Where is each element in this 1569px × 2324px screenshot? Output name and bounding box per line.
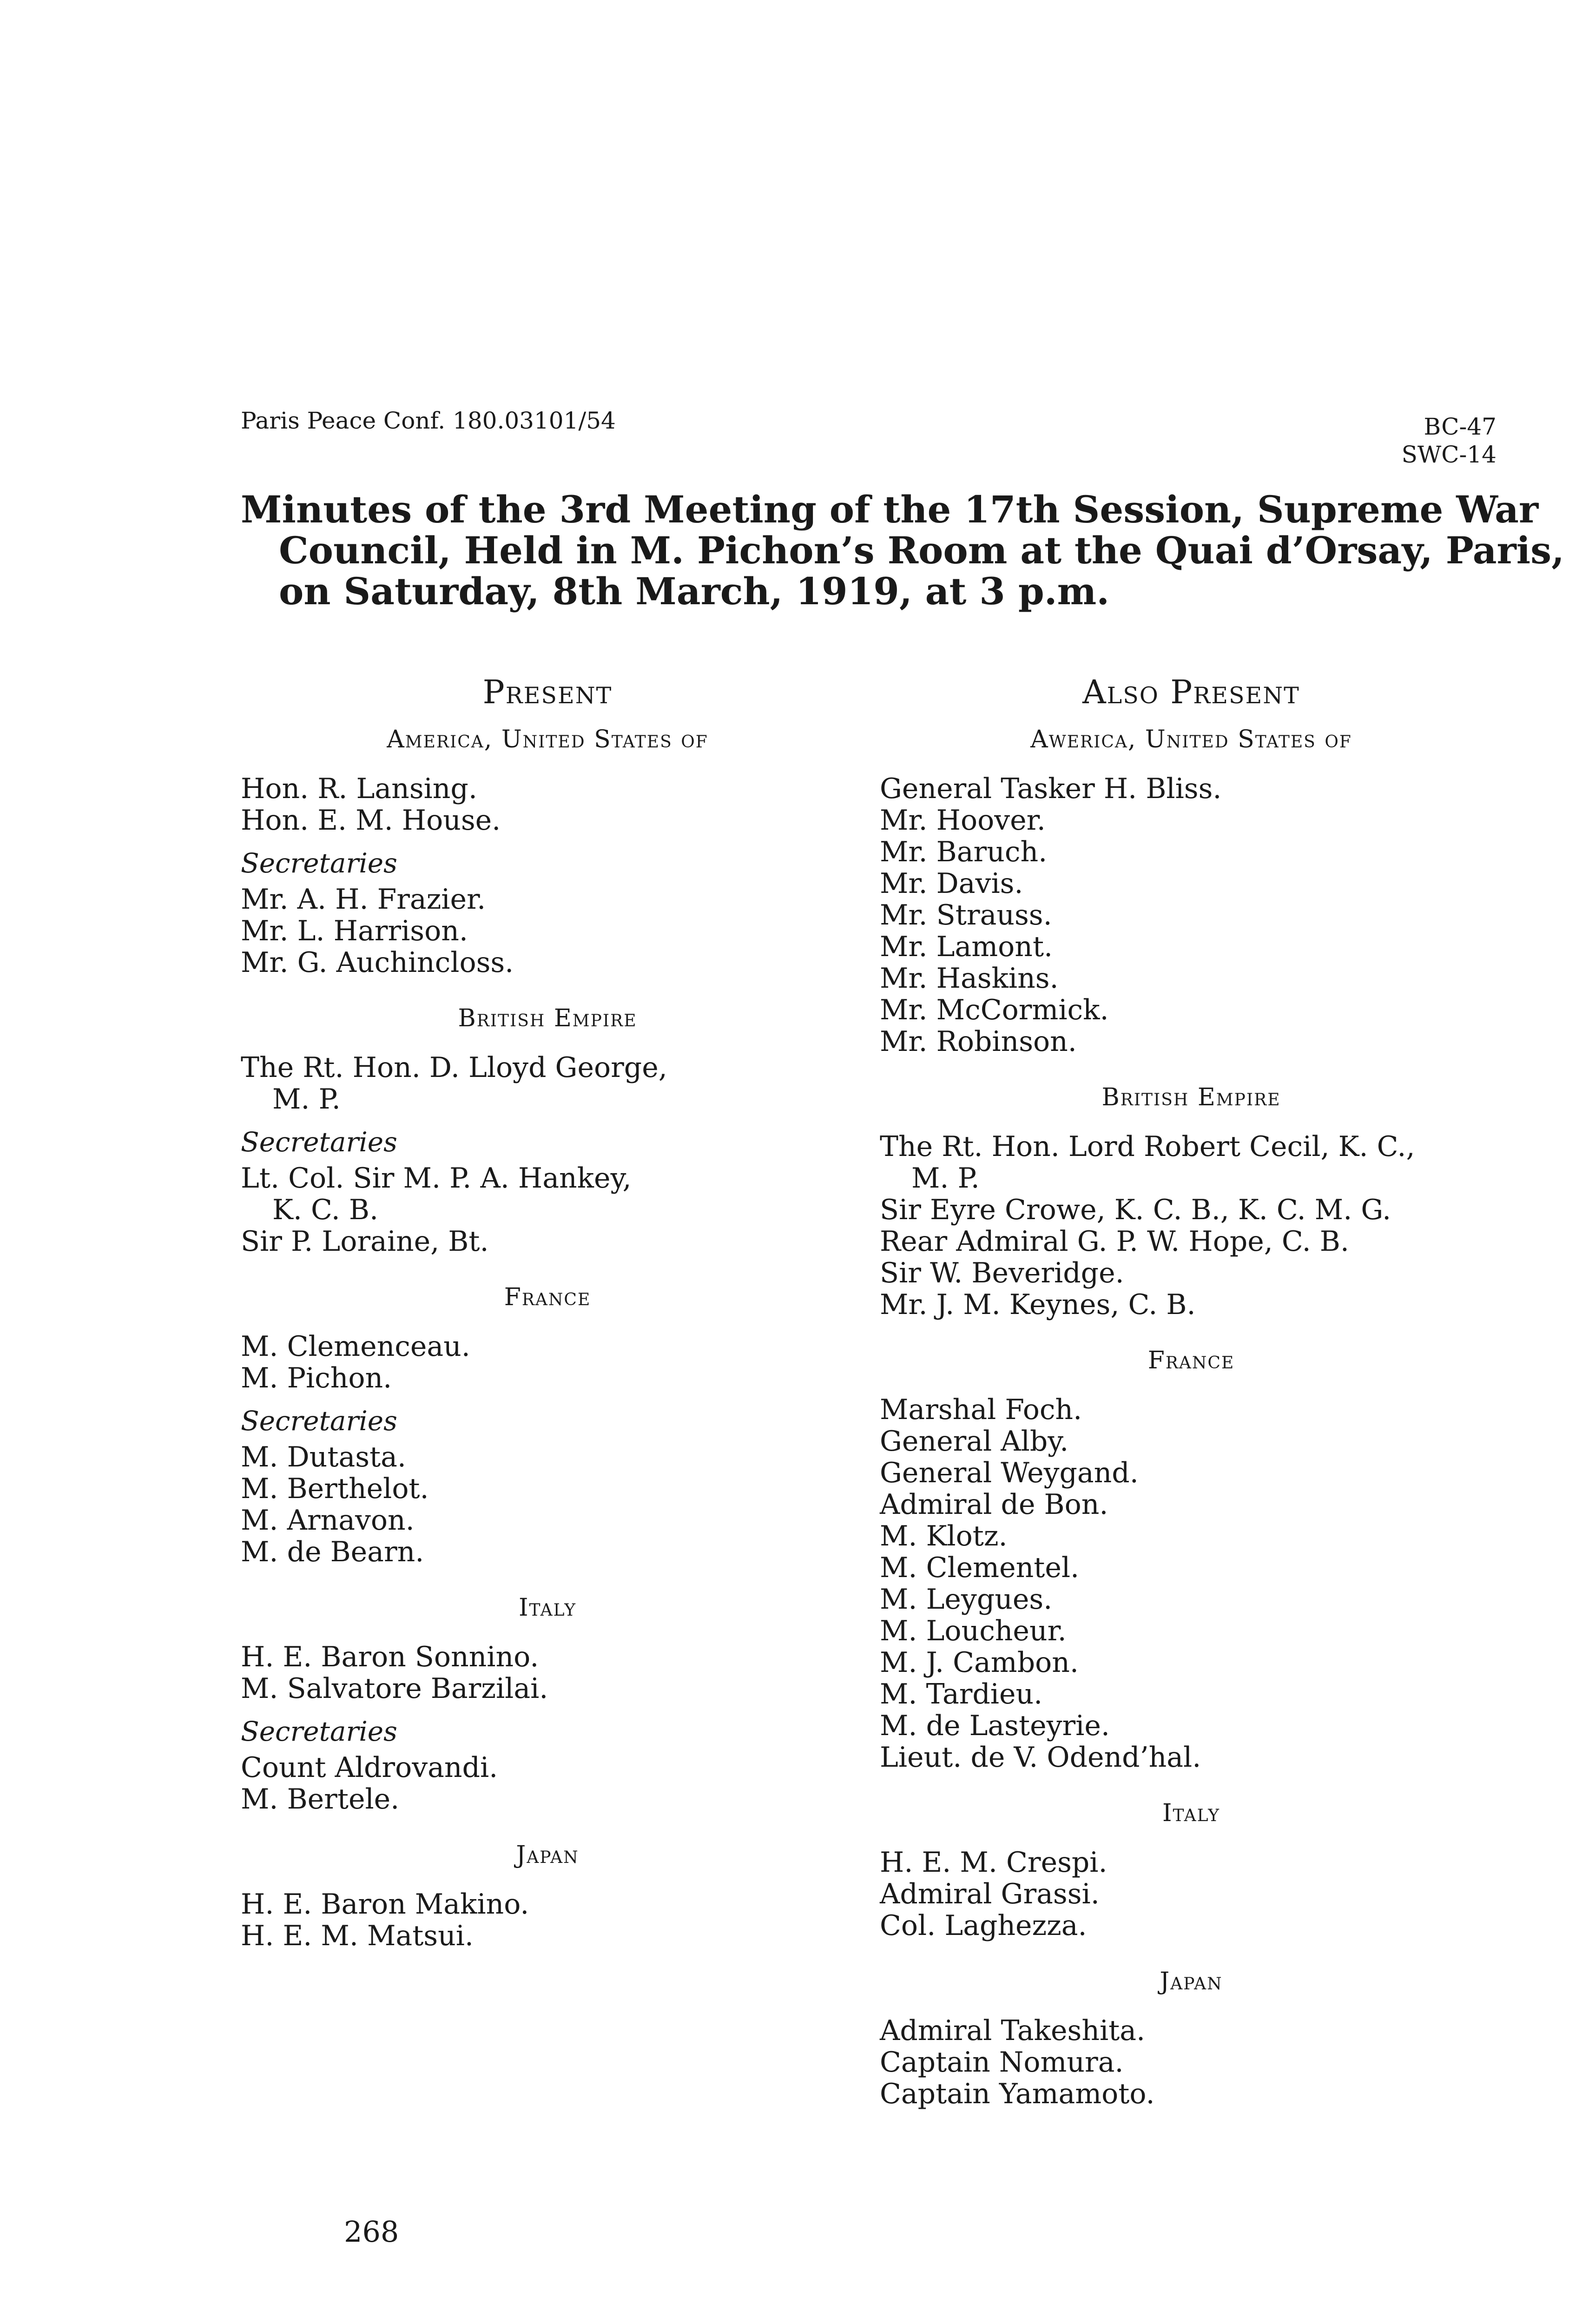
list-item: Lt. Col. Sir M. P. A. Hankey,	[241, 1162, 632, 1195]
present-japan-heading: Japan	[516, 1841, 579, 1869]
list-item: Marshal Foch.	[880, 1393, 1082, 1426]
present-italy-heading: Italy	[519, 1594, 576, 1622]
list-item: M. P.	[272, 1083, 341, 1116]
list-item: Sir P. Loraine, Bt.	[241, 1225, 489, 1258]
list-item: H. E. M. Matsui.	[241, 1920, 474, 1952]
list-item: M. Clemenceau.	[241, 1330, 470, 1363]
list-item: Mr. Haskins.	[880, 962, 1059, 995]
present-column	[241, 673, 854, 1952]
list-item: H. E. Baron Makino.	[241, 1888, 529, 1921]
list-item: Count Aldrovandi.	[241, 1751, 498, 1784]
document-code-bc: BC-47	[1424, 413, 1496, 440]
list-item: Mr. A. H. Frazier.	[241, 883, 486, 916]
list-item: Rear Admiral G. P. W. Hope, C. B.	[880, 1225, 1349, 1258]
list-item: Col. Laghezza.	[880, 1909, 1087, 1942]
list-item: Mr. Lamont.	[880, 931, 1053, 963]
list-item: Admiral Grassi.	[880, 1878, 1100, 1910]
list-item: M. P.	[911, 1162, 980, 1195]
list-item: M. Loucheur.	[880, 1615, 1067, 1647]
list-item: Mr. Baruch.	[880, 836, 1048, 868]
present-france-heading: France	[504, 1283, 591, 1311]
list-item: M. Tardieu.	[880, 1678, 1043, 1710]
list-item: Mr. McCormick.	[880, 994, 1109, 1026]
also-present-america-heading: Awerica, United States of	[1030, 726, 1352, 753]
list-item: Mr. Robinson.	[880, 1025, 1077, 1058]
list-item: The Rt. Hon. D. Lloyd George,	[241, 1051, 667, 1084]
list-item: M. Arnavon.	[241, 1504, 415, 1537]
also-present-italy-heading: Italy	[1162, 1799, 1220, 1827]
list-item: Hon. E. M. House.	[241, 804, 501, 837]
list-item: Admiral Takeshita.	[880, 2014, 1146, 2047]
list-item: General Alby.	[880, 1425, 1069, 1458]
secretaries-label: Secretaries	[241, 847, 397, 879]
list-item: M. Salvatore Barzilai.	[241, 1672, 548, 1705]
list-item: Mr. G. Auchincloss.	[241, 946, 514, 979]
list-item: M. de Lasteyrie.	[880, 1710, 1110, 1742]
list-item: Mr. L. Harrison.	[241, 915, 468, 947]
list-item: Mr. Hoover.	[880, 804, 1046, 837]
list-item: General Weygand.	[880, 1457, 1139, 1489]
list-item: M. Bertele.	[241, 1783, 400, 1816]
list-item: M. Clementel.	[880, 1552, 1080, 1584]
secretaries-label: Secretaries	[241, 1126, 397, 1158]
list-item: H. E. M. Crespi.	[880, 1846, 1108, 1879]
also-present-japan-heading: Japan	[1160, 1967, 1223, 1995]
list-item: Captain Yamamoto.	[880, 2078, 1155, 2110]
secretaries-label: Secretaries	[241, 1405, 397, 1437]
list-item: Mr. J. M. Keynes, C. B.	[880, 1288, 1196, 1321]
list-item: Lieut. de V. Odend’hal.	[880, 1741, 1201, 1774]
document-title	[241, 488, 1565, 613]
list-item: M. de Bearn.	[241, 1536, 424, 1568]
list-item: M. Dutasta.	[241, 1441, 406, 1473]
page-number: 268	[344, 2215, 399, 2249]
also-present-heading: Also Present	[1082, 673, 1300, 711]
also-present-column	[880, 673, 1503, 2110]
list-item: Admiral de Bon.	[880, 1488, 1108, 1521]
list-item: The Rt. Hon. Lord Robert Cecil, K. C.,	[880, 1130, 1415, 1163]
title-line-2: Council, Held in M. Pichon’s Room at the Quai d’Orsay, Paris,	[279, 528, 1565, 572]
list-item: Mr. Davis.	[880, 867, 1023, 900]
present-british-heading: British Empire	[458, 1004, 637, 1032]
list-item: Hon. R. Lansing.	[241, 772, 477, 805]
list-item: M. Leygues.	[880, 1583, 1053, 1616]
list-item: Sir W. Beveridge.	[880, 1257, 1124, 1289]
list-item: K. C. B.	[272, 1194, 379, 1226]
list-item: H. E. Baron Sonnino.	[241, 1641, 539, 1673]
list-item: M. J. Cambon.	[880, 1646, 1079, 1679]
document-code-swc: SWC-14	[1401, 441, 1496, 468]
list-item: M. Klotz.	[880, 1520, 1008, 1552]
title-line-3: on Saturday, 8th March, 1919, at 3 p.m.	[279, 569, 1110, 613]
present-heading: Present	[482, 673, 613, 711]
secretaries-label: Secretaries	[241, 1716, 397, 1747]
also-present-france-heading: France	[1147, 1347, 1235, 1374]
document-codes	[1357, 413, 1496, 469]
title-line-1: Minutes of the 3rd Meeting of the 17th Session, Supreme War	[241, 488, 1539, 531]
list-item: General Tasker H. Bliss.	[880, 772, 1222, 805]
list-item: M. Berthelot.	[241, 1472, 429, 1505]
list-item: Sir Eyre Crowe, K. C. B., K. C. M. G.	[880, 1194, 1391, 1226]
list-item: M. Pichon.	[241, 1362, 392, 1394]
present-america-heading: America, United States of	[387, 726, 708, 753]
list-item: Mr. Strauss.	[880, 899, 1052, 931]
also-present-british-heading: British Empire	[1101, 1083, 1281, 1111]
archive-reference: Paris Peace Conf. 180.03101/54	[241, 407, 616, 434]
list-item: Captain Nomura.	[880, 2046, 1124, 2079]
